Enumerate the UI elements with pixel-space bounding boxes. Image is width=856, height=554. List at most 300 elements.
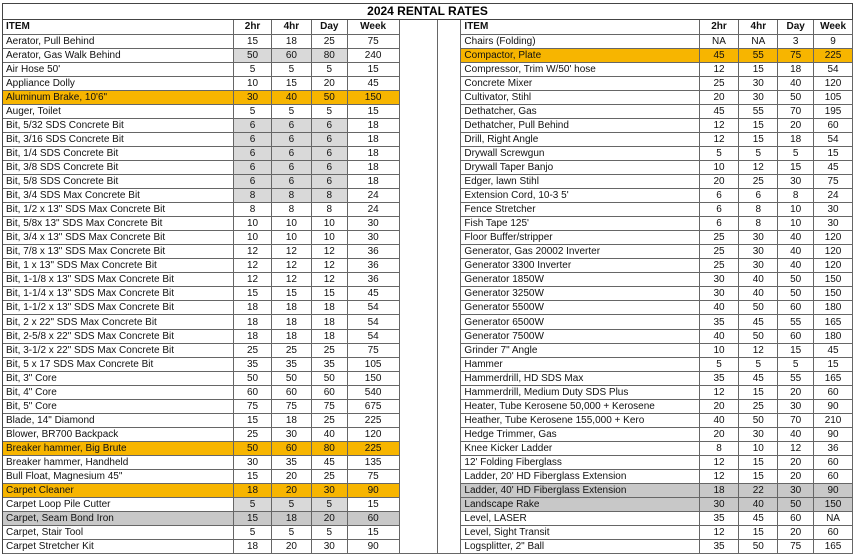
- item-name: Dethatcher, Gas: [461, 104, 699, 118]
- rate-cell: 45: [311, 455, 347, 469]
- rate-cell: NA: [814, 512, 853, 526]
- table-row: [3, 329, 399, 343]
- rate-cell: 60: [814, 526, 853, 540]
- rate-cell: 50: [739, 413, 778, 427]
- table-row: [3, 90, 399, 104]
- rate-cell: 30: [739, 245, 778, 259]
- rate-cell: 120: [814, 245, 853, 259]
- rate-cell: 45: [814, 160, 853, 174]
- rate-cell: 45: [739, 371, 778, 385]
- rate-cell: 18: [311, 329, 347, 343]
- rate-cell: 20: [778, 470, 814, 484]
- rate-cell: 6: [311, 175, 347, 189]
- rate-cell: 25: [739, 399, 778, 413]
- rate-cell: 8: [311, 203, 347, 217]
- column-header: ITEM: [3, 20, 234, 34]
- rate-cell: 20: [311, 76, 347, 90]
- table-row: [461, 498, 852, 512]
- rate-cell: 12: [739, 343, 778, 357]
- rate-cell: 25: [234, 427, 272, 441]
- rate-cell: 225: [814, 48, 853, 62]
- item-name: Hammerdrill, HD SDS Max: [461, 371, 699, 385]
- item-name: Bit, 1/2 x 13" SDS Max Concrete Bit: [3, 203, 234, 217]
- rate-cell: 8: [234, 189, 272, 203]
- rate-cell: 30: [234, 455, 272, 469]
- item-name: Compressor, Trim W/50' hose: [461, 62, 699, 76]
- rate-cell: 180: [814, 329, 853, 343]
- rate-cell: 8: [739, 203, 778, 217]
- rate-cell: 6: [234, 146, 272, 160]
- rate-cell: 18: [234, 540, 272, 554]
- table-row: [461, 470, 852, 484]
- rate-cell: 5: [271, 526, 311, 540]
- item-name: Bit, 5/8x 13" SDS Max Concrete Bit: [3, 217, 234, 231]
- rate-cell: 18: [271, 301, 311, 315]
- rate-cell: 35: [234, 357, 272, 371]
- rate-cell: 5: [271, 498, 311, 512]
- item-name: Bull Float, Magnesium 45": [3, 470, 234, 484]
- item-name: Cultivator, Stihl: [461, 90, 699, 104]
- rate-cell: 10: [311, 231, 347, 245]
- rate-cell: 5: [234, 526, 272, 540]
- rate-cell: 6: [271, 146, 311, 160]
- rate-cell: 180: [814, 301, 853, 315]
- item-name: Generator 1850W: [461, 273, 699, 287]
- table-row: [461, 315, 852, 329]
- item-name: Generator, Gas 20002 Inverter: [461, 245, 699, 259]
- rate-cell: 50: [739, 540, 778, 554]
- rate-cell: 30: [739, 90, 778, 104]
- rate-cell: 5: [311, 498, 347, 512]
- rate-cell: 30: [739, 76, 778, 90]
- column-gap: [400, 20, 439, 554]
- item-name: Bit, 1 x 13" SDS Max Concrete Bit: [3, 259, 234, 273]
- rate-cell: 55: [778, 371, 814, 385]
- rate-cell: 75: [347, 343, 399, 357]
- table-row: [461, 441, 852, 455]
- rate-cell: 20: [778, 118, 814, 132]
- rate-cell: 25: [739, 175, 778, 189]
- rate-cell: 30: [778, 399, 814, 413]
- item-name: Bit, 4" Core: [3, 385, 234, 399]
- rate-cell: 25: [699, 76, 739, 90]
- rate-cell: 20: [778, 385, 814, 399]
- rate-cell: 10: [311, 217, 347, 231]
- item-name: Generator 3250W: [461, 287, 699, 301]
- table-row: [461, 48, 852, 62]
- rate-cell: 40: [699, 329, 739, 343]
- rate-cell: 15: [778, 160, 814, 174]
- table-row: [3, 118, 399, 132]
- table-row: [3, 287, 399, 301]
- table-row: [3, 441, 399, 455]
- rate-cell: 20: [778, 526, 814, 540]
- table-row: [461, 132, 852, 146]
- table-row: [3, 175, 399, 189]
- rate-cell: 12: [311, 245, 347, 259]
- rate-cell: 15: [271, 287, 311, 301]
- rate-cell: 12: [271, 273, 311, 287]
- rate-cell: 60: [778, 329, 814, 343]
- rate-cell: 12: [699, 455, 739, 469]
- rate-cell: 35: [699, 371, 739, 385]
- table-row: [461, 329, 852, 343]
- column-header: 2hr: [234, 20, 272, 34]
- rate-cell: 10: [739, 441, 778, 455]
- item-name: Dethatcher, Pull Behind: [461, 118, 699, 132]
- item-name: Bit, 3/4 x 13" SDS Max Concrete Bit: [3, 231, 234, 245]
- rate-cell: 30: [739, 259, 778, 273]
- item-name: Generator 7500W: [461, 329, 699, 343]
- item-name: Breaker hammer, Big Brute: [3, 441, 234, 455]
- rate-cell: 18: [271, 315, 311, 329]
- column-header: Day: [778, 20, 814, 34]
- item-name: Carpet, Stair Tool: [3, 526, 234, 540]
- rate-cell: 54: [347, 301, 399, 315]
- rate-cell: 20: [778, 455, 814, 469]
- column-header: 2hr: [699, 20, 739, 34]
- rate-cell: 18: [347, 132, 399, 146]
- rate-cell: 150: [347, 371, 399, 385]
- item-name: Ladder, 20' HD Fiberglass Extension: [461, 470, 699, 484]
- item-name: Air Hose 50': [3, 62, 234, 76]
- rate-cell: 40: [739, 498, 778, 512]
- rate-cell: 50: [311, 371, 347, 385]
- table-row: [461, 160, 852, 174]
- table-row: [461, 104, 852, 118]
- rate-cell: 30: [778, 484, 814, 498]
- item-name: Carpet Cleaner: [3, 484, 234, 498]
- rate-cell: 12: [234, 245, 272, 259]
- table-row: [3, 259, 399, 273]
- rate-cell: 45: [739, 512, 778, 526]
- rate-cell: 80: [311, 48, 347, 62]
- item-name: Extension Cord, 10-3 5': [461, 189, 699, 203]
- rate-cell: 240: [347, 48, 399, 62]
- rate-cell: 20: [699, 175, 739, 189]
- item-name: Carpet, Seam Bond Iron: [3, 512, 234, 526]
- rate-cell: 8: [699, 441, 739, 455]
- table-row: [461, 371, 852, 385]
- table-row: [3, 512, 399, 526]
- rate-cell: 30: [311, 484, 347, 498]
- rate-cell: 30: [814, 203, 853, 217]
- rate-cell: 22: [739, 484, 778, 498]
- table-row: [3, 104, 399, 118]
- table-row: [3, 203, 399, 217]
- rate-cell: 5: [778, 357, 814, 371]
- column-header: Week: [814, 20, 853, 34]
- rate-cell: 10: [778, 203, 814, 217]
- item-name: Bit, 5/32 SDS Concrete Bit: [3, 118, 234, 132]
- rate-cell: 25: [311, 413, 347, 427]
- rate-cell: 10: [699, 343, 739, 357]
- item-name: Bit, 3" Core: [3, 371, 234, 385]
- rate-cell: 54: [347, 329, 399, 343]
- table-row: [461, 189, 852, 203]
- rate-cell: 5: [311, 104, 347, 118]
- rate-cell: 105: [814, 90, 853, 104]
- rate-cell: 45: [699, 48, 739, 62]
- rate-cell: 120: [347, 427, 399, 441]
- rate-cell: 12: [739, 160, 778, 174]
- item-name: Hammerdrill, Medium Duty SDS Plus: [461, 385, 699, 399]
- column-header: 4hr: [271, 20, 311, 34]
- rate-cell: 18: [234, 301, 272, 315]
- rate-cell: 75: [234, 399, 272, 413]
- rate-cell: 30: [271, 427, 311, 441]
- rate-cell: 210: [814, 413, 853, 427]
- rate-cell: 30: [739, 427, 778, 441]
- rate-cell: 25: [699, 259, 739, 273]
- table-row: [3, 385, 399, 399]
- rate-cell: 75: [311, 399, 347, 413]
- rate-cell: 50: [739, 301, 778, 315]
- rate-cell: 30: [347, 231, 399, 245]
- rate-cell: 54: [814, 132, 853, 146]
- table-row: [3, 540, 399, 554]
- item-name: Edger, lawn Stihl: [461, 175, 699, 189]
- item-name: Level, Sight Transit: [461, 526, 699, 540]
- rate-cell: 40: [778, 259, 814, 273]
- table-row: [461, 34, 852, 48]
- rate-cell: 50: [234, 48, 272, 62]
- rate-cell: 40: [699, 413, 739, 427]
- rate-cell: 45: [699, 104, 739, 118]
- rate-cell: 195: [814, 104, 853, 118]
- rate-cell: 30: [739, 231, 778, 245]
- rate-cell: 6: [271, 132, 311, 146]
- rate-cell: 12: [234, 259, 272, 273]
- rate-cell: 6: [311, 132, 347, 146]
- rate-cell: 75: [778, 48, 814, 62]
- item-name: Generator 6500W: [461, 315, 699, 329]
- rate-cell: 135: [347, 455, 399, 469]
- rate-cell: 60: [234, 385, 272, 399]
- rate-cell: 8: [271, 203, 311, 217]
- rate-cell: 30: [814, 217, 853, 231]
- item-name: Heather, Tube Kerosene 155,000 + Kero: [461, 413, 699, 427]
- rate-cell: 18: [347, 175, 399, 189]
- rate-cell: 12: [234, 273, 272, 287]
- rate-cell: 50: [778, 90, 814, 104]
- rate-cell: 6: [311, 118, 347, 132]
- rate-cell: 20: [271, 484, 311, 498]
- rate-cell: 50: [778, 273, 814, 287]
- rate-cell: 10: [271, 217, 311, 231]
- rate-cell: 15: [739, 470, 778, 484]
- item-name: Bit, 5/8 SDS Concrete Bit: [3, 175, 234, 189]
- rate-cell: 15: [234, 512, 272, 526]
- item-name: Bit, 3/4 SDS Max Concrete Bit: [3, 189, 234, 203]
- table-row: [3, 301, 399, 315]
- rate-cell: 20: [311, 512, 347, 526]
- rate-cell: 54: [347, 315, 399, 329]
- rate-cell: 6: [234, 160, 272, 174]
- item-name: Chairs (Folding): [461, 34, 699, 48]
- rate-cell: 3: [778, 34, 814, 48]
- rental-rates-sheet: [2, 3, 853, 554]
- item-name: Hammer: [461, 357, 699, 371]
- rate-cell: 75: [778, 540, 814, 554]
- rate-cell: 50: [234, 441, 272, 455]
- rate-cell: 75: [347, 34, 399, 48]
- item-name: Bit, 1/4 SDS Concrete Bit: [3, 146, 234, 160]
- rate-cell: 55: [739, 48, 778, 62]
- table-row: [461, 512, 852, 526]
- rate-cell: 120: [814, 76, 853, 90]
- rate-cell: 60: [814, 385, 853, 399]
- rate-cell: 12: [699, 385, 739, 399]
- sheet-title: 2024 RENTAL RATES: [3, 4, 853, 20]
- item-name: Floor Buffer/stripper: [461, 231, 699, 245]
- table-row: [461, 357, 852, 371]
- rate-cell: 30: [699, 498, 739, 512]
- rates-grid: [3, 20, 853, 554]
- left-rates-table: [3, 20, 400, 554]
- rate-cell: 18: [311, 301, 347, 315]
- rate-cell: 10: [234, 217, 272, 231]
- rate-cell: 35: [699, 315, 739, 329]
- table-row: [3, 62, 399, 76]
- table-row: [461, 245, 852, 259]
- table-row: [3, 455, 399, 469]
- rate-cell: 25: [311, 34, 347, 48]
- item-name: Auger, Toilet: [3, 104, 234, 118]
- rate-cell: 25: [699, 231, 739, 245]
- rate-cell: 5: [311, 62, 347, 76]
- item-name: Bit, 3/16 SDS Concrete Bit: [3, 132, 234, 146]
- rate-cell: 6: [311, 160, 347, 174]
- rate-cell: 60: [814, 470, 853, 484]
- rate-cell: 90: [347, 540, 399, 554]
- rate-cell: 5: [699, 146, 739, 160]
- rate-cell: 40: [778, 76, 814, 90]
- table-row: [3, 315, 399, 329]
- item-name: Logsplitter, 2" Ball: [461, 540, 699, 554]
- rate-cell: 15: [814, 146, 853, 160]
- rate-cell: 60: [814, 118, 853, 132]
- rate-cell: 165: [814, 540, 853, 554]
- rate-cell: 5: [234, 498, 272, 512]
- table-row: [3, 34, 399, 48]
- rate-cell: 15: [739, 118, 778, 132]
- rate-cell: NA: [739, 34, 778, 48]
- rate-cell: 75: [271, 399, 311, 413]
- rate-cell: 60: [271, 48, 311, 62]
- rate-cell: 9: [814, 34, 853, 48]
- header-row: [3, 20, 399, 34]
- rate-cell: 8: [234, 203, 272, 217]
- rate-cell: 45: [739, 315, 778, 329]
- rate-cell: 60: [347, 512, 399, 526]
- table-row: [461, 146, 852, 160]
- rate-cell: 36: [347, 245, 399, 259]
- rate-cell: 90: [814, 399, 853, 413]
- item-name: Heater, Tube Kerosene 50,000 + Kerosene: [461, 399, 699, 413]
- rate-cell: 70: [778, 413, 814, 427]
- rate-cell: 12: [271, 259, 311, 273]
- rate-cell: 15: [347, 104, 399, 118]
- rate-cell: 40: [271, 90, 311, 104]
- header-row: [461, 20, 852, 34]
- item-name: Bit, 1-1/8 x 13" SDS Max Concrete Bit: [3, 273, 234, 287]
- table-row: [461, 62, 852, 76]
- rate-cell: 18: [271, 34, 311, 48]
- rate-cell: 6: [234, 118, 272, 132]
- table-row: [461, 217, 852, 231]
- item-name: Knee Kicker Ladder: [461, 441, 699, 455]
- table-row: [461, 118, 852, 132]
- rate-cell: 5: [311, 526, 347, 540]
- column-header: Day: [311, 20, 347, 34]
- rate-cell: 225: [347, 413, 399, 427]
- rate-cell: 150: [814, 287, 853, 301]
- table-row: [461, 484, 852, 498]
- rate-cell: 50: [311, 90, 347, 104]
- rate-cell: 6: [739, 189, 778, 203]
- item-name: Bit, 1-1/2 x 13" SDS Max Concrete Bit: [3, 301, 234, 315]
- rate-cell: NA: [699, 34, 739, 48]
- rate-cell: 54: [814, 62, 853, 76]
- rate-cell: 12: [311, 259, 347, 273]
- table-row: [461, 526, 852, 540]
- rate-cell: 25: [311, 343, 347, 357]
- rate-cell: 8: [311, 189, 347, 203]
- item-name: Carpet Loop Pile Cutter: [3, 498, 234, 512]
- rate-cell: 18: [347, 118, 399, 132]
- item-name: Level, LASER: [461, 512, 699, 526]
- rate-cell: 540: [347, 385, 399, 399]
- rate-cell: 50: [739, 329, 778, 343]
- rate-cell: 55: [739, 104, 778, 118]
- rate-cell: 18: [271, 413, 311, 427]
- table-row: [3, 160, 399, 174]
- rate-cell: 90: [814, 427, 853, 441]
- rate-cell: 45: [347, 287, 399, 301]
- rate-cell: 15: [739, 62, 778, 76]
- rate-cell: 5: [271, 104, 311, 118]
- item-name: Bit, 1-1/4 x 13" SDS Max Concrete Bit: [3, 287, 234, 301]
- item-name: Breaker hammer, Handheld: [3, 455, 234, 469]
- table-row: [3, 132, 399, 146]
- rate-cell: 75: [347, 470, 399, 484]
- rate-cell: 5: [234, 104, 272, 118]
- rate-cell: 60: [778, 301, 814, 315]
- rate-cell: 30: [778, 175, 814, 189]
- rate-cell: 35: [271, 357, 311, 371]
- item-name: Blower, BR700 Backpack: [3, 427, 234, 441]
- table-row: [461, 287, 852, 301]
- rate-cell: 80: [311, 441, 347, 455]
- rate-cell: 15: [271, 76, 311, 90]
- item-name: Bit, 2-5/8 x 22" SDS Max Concrete Bit: [3, 329, 234, 343]
- rate-cell: 40: [739, 273, 778, 287]
- rate-cell: 8: [271, 189, 311, 203]
- rate-cell: 18: [347, 160, 399, 174]
- table-row: [3, 498, 399, 512]
- rate-cell: 75: [814, 175, 853, 189]
- item-name: Bit, 5" Core: [3, 399, 234, 413]
- rate-cell: 60: [814, 455, 853, 469]
- rate-cell: 40: [778, 245, 814, 259]
- table-row: [461, 203, 852, 217]
- rate-cell: 15: [739, 132, 778, 146]
- table-row: [3, 399, 399, 413]
- rate-cell: 12: [699, 62, 739, 76]
- rate-cell: 20: [271, 470, 311, 484]
- rate-cell: 12: [699, 526, 739, 540]
